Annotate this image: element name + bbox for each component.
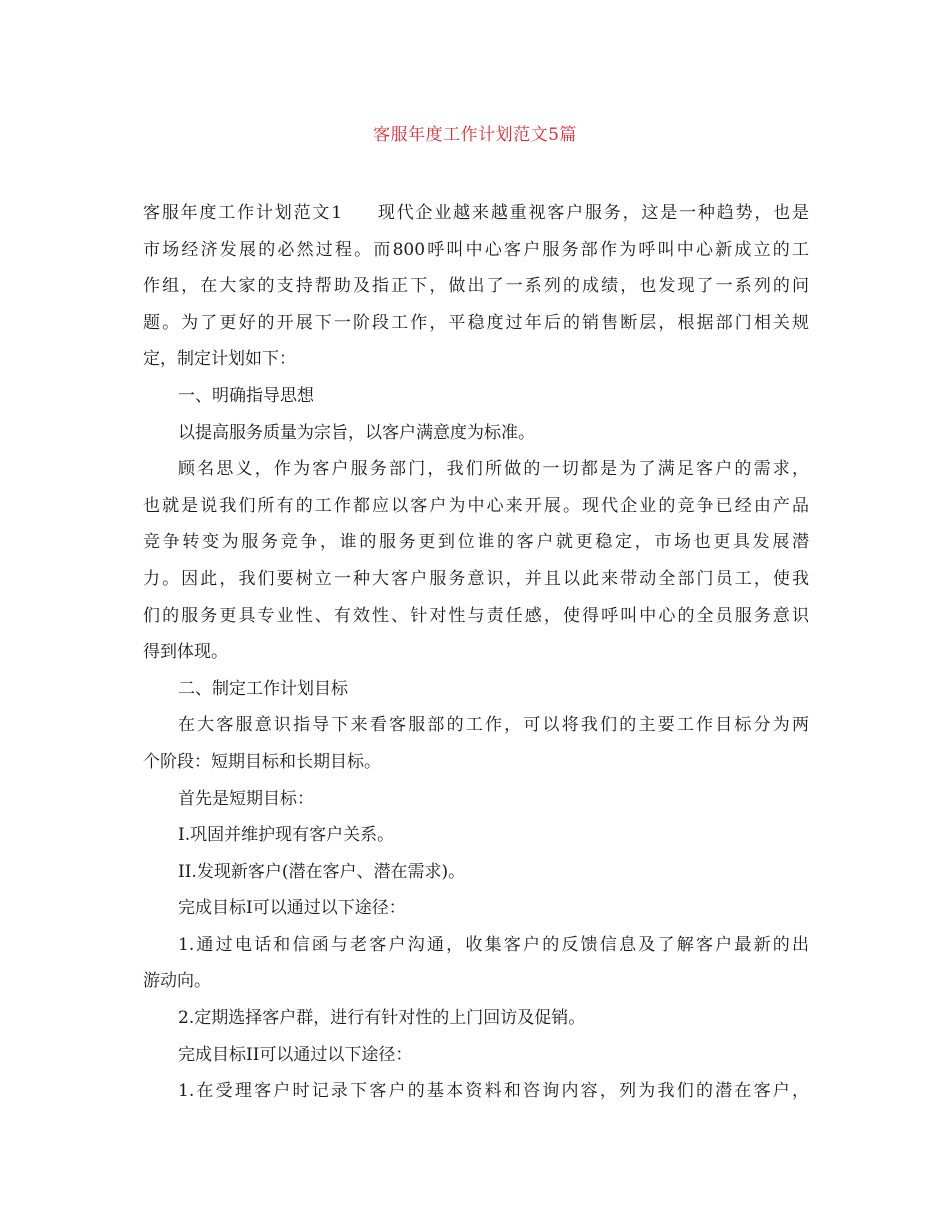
text-line: 以提高服务质量为宗旨，以客户满意度为标准。 [178,422,535,443]
text-line: 顾名思义，作为客户服务部门，我们所做的一切都是为了满足客户的需求， [178,459,809,480]
text-line: 作组，在大家的支持帮助及指正下，做出了一系列的成绩，也发现了一系列的问 [143,276,809,297]
paragraph-start: 现代企业越来越重视客户服务，这是一种趋势，也是 [376,203,809,223]
text-line: II.发现新客户(潜在客户、潜在需求)。 [178,861,466,882]
document-body [143,195,809,1110]
text-line: 题。为了更好的开展下一阶段工作，平稳度过年后的销售断层，根据部门相关规 [143,312,809,333]
text-line: 1.通过电话和信函与老客户沟通，收集客户的反馈信息及了解客户最新的出 [178,934,809,955]
text-line: 游动向。 [143,971,211,992]
text-line: 得到体现。 [143,642,228,663]
text-line: 完成目标II可以通过以下途径： [178,1044,413,1065]
heading-line: 二、制定工作计划目标 [178,678,348,699]
text-line: 2.定期选择客户群，进行有针对性的上门回访及促销。 [178,1008,586,1029]
text-line: 首先是短期目标： [178,788,314,809]
text-line: I.巩固并维护现有客户关系。 [178,825,395,846]
text-line: 市场经济发展的必然过程。而800呼叫中心客户服务部作为呼叫中心新成立的工 [143,239,809,260]
text-line: 竞争转变为服务竞争，谁的服务更到位谁的客户就更稳定，市场也更具发展潜 [143,532,809,553]
text-line: 个阶段：短期目标和长期目标。 [143,751,381,772]
document-title: 客服年度工作计划范文5篇 [373,125,577,145]
heading-line: 一、明确指导思想 [178,385,314,406]
text-line: 们的服务更具专业性、有效性、针对性与责任感，使得呼叫中心的全员服务意识 [143,605,809,626]
text-line: 定，制定计划如下： [143,349,296,370]
text-line: 1.在受理客户时记录下客户的基本资料和咨询内容，列为我们的潜在客户， [178,1081,809,1102]
text-line: 在大客服意识指导下来看客服部的工作，可以将我们的主要工作目标分为两 [178,715,809,736]
section-heading: 客服年度工作计划范文1 [143,203,343,223]
text-line: 也就是说我们所有的工作都应以客户为中心来开展。现代企业的竞争已经由产品 [143,495,809,516]
text-line: 完成目标I可以通过以下途径： [178,898,406,919]
text-line: 力。因此，我们要树立一种大客户服务意识，并且以此来带动全部门员工，使我 [143,568,809,589]
first-line [143,195,809,232]
